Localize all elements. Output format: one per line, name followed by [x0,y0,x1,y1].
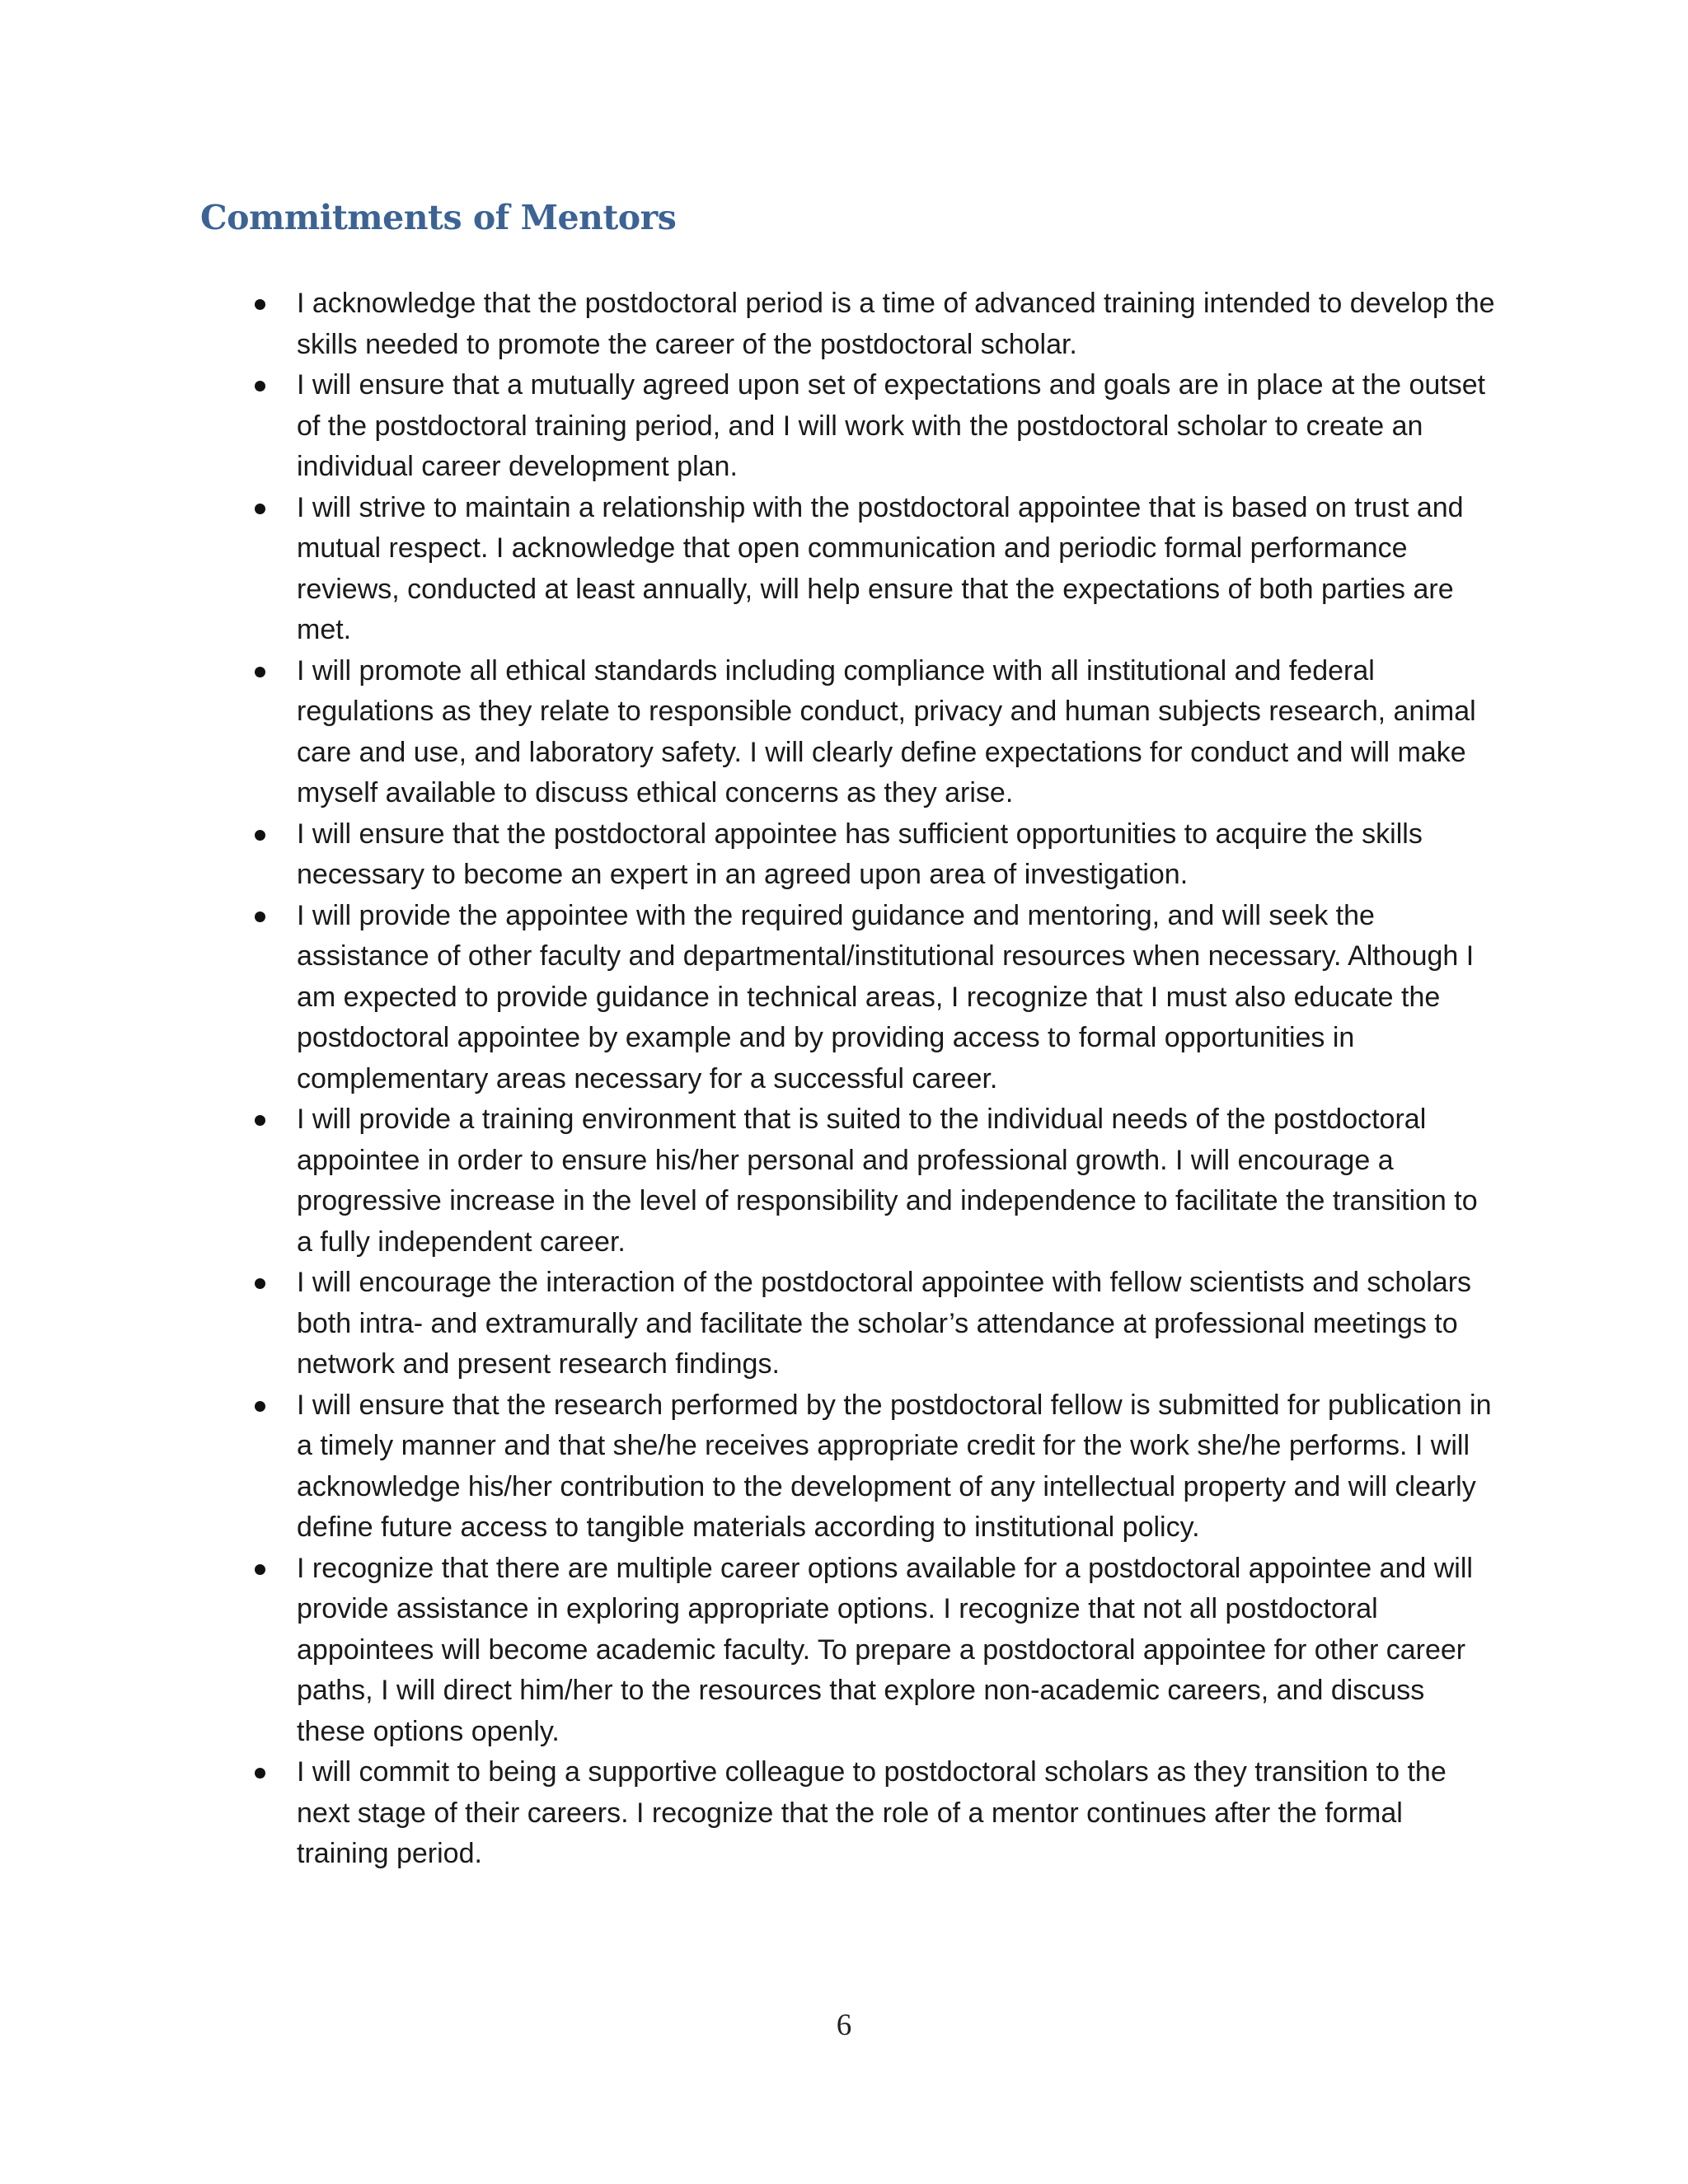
page-number: 6 [836,2008,852,2042]
list-item [297,1263,1500,1385]
list-item-text: I will commit to being a supportive colleague to postdoctoral scholars as they transition to the next stage of their careers. I recognize that the role of a mentor continues after the formal training period. [297,1756,1447,1869]
bullet-icon [255,504,265,514]
list-item-text: I will provide the appointee with the required guidance and mentoring, and will seek the assistance of other faculty and departmental/institutional resources when necessary. Although I am expected to provide guidance in technical areas, I recognize that I must also educate the postdoctoral appointee by example and by providing access to formal opportunities in complementary areas necessary for a successful career. [297,899,1475,1094]
bullet-icon [255,1115,265,1126]
list-item-text: I will encourage the interaction of the postdoctoral appointee with fellow scientists and scholars both intra- and extramurally and facilitate the scholar’s attendance at professional meetings to network and present research findings. [297,1267,1472,1380]
bullet-icon [255,1564,265,1575]
bullet-icon [255,381,265,391]
list-item-text: I recognize that there are multiple career options available for a postdoctoral appointee and will provide assistance in exploring appropriate options. I recognize that not all postdoctoral appointees will become academic faculty. To prepare a postdoctoral appointee for other career paths, I will direct him/her to the resources that explore non-academic careers, and discuss these options openly. [297,1552,1473,1747]
list-item-text: I will ensure that the research performed by the postdoctoral fellow is submitted for publication in a timely manner and that she/he receives appropriate credit for the work she/he performs. I will acknowledge his/her contribution to the development of any intellectual property and will clearly define future access to tangible materials according to institutional policy. [297,1389,1492,1543]
bullet-icon [255,299,265,310]
list-item [297,814,1500,896]
bullet-icon [255,830,265,841]
list-item [297,651,1500,814]
list-item [297,284,1500,365]
bullet-icon [255,1278,265,1289]
bullet-icon [255,1401,265,1412]
list-item [297,1549,1500,1753]
bullet-icon [255,912,265,922]
list-item [297,488,1500,651]
list-item-text: I will ensure that the postdoctoral appointee has sufficient opportunities to acquire the skills necessary to become an expert in an agreed upon area of investigation. [297,818,1423,890]
list-item-text: I acknowledge that the postdoctoral period is a time of advanced training intended to develop the skills needed to promote the career of the postdoctoral scholar. [297,288,1495,360]
bullet-icon [255,1768,265,1779]
list-item [297,1099,1500,1263]
list-item-text: I will strive to maintain a relationship with the postdoctoral appointee that is based on trust and mutual respect. I acknowledge that open communication and periodic formal performance reviews, conducted at least annually, will help ensure that the expectations of both parties are met. [297,491,1464,645]
list-item [297,365,1500,488]
list-item [297,1752,1500,1875]
list-item-text: I will ensure that a mutually agreed upon set of expectations and goals are in place at the outset of the postdoctoral training period, and I will work with the postdoctoral scholar to create an individual career development plan. [297,369,1486,482]
commitments-list [297,284,1500,1875]
bullet-icon [255,667,265,677]
section-heading: Commitments of Mentors [200,198,677,237]
list-item [297,896,1500,1100]
list-item [297,1385,1500,1549]
list-item-text: I will provide a training environment that is suited to the individual needs of the postdoctoral appointee in order to ensure his/her personal and professional growth. I will encourage a progressive increase in the level of responsibility and independence to facilitate the transition to a fully independent career. [297,1104,1478,1258]
list-item-text: I will promote all ethical standards including compliance with all institutional and federal regulations as they relate to responsible conduct, privacy and human subjects research, animal care and use, and laboratory safety. I will clearly define expectations for conduct and will make myself available to discuss ethical concerns as they arise. [297,654,1476,808]
